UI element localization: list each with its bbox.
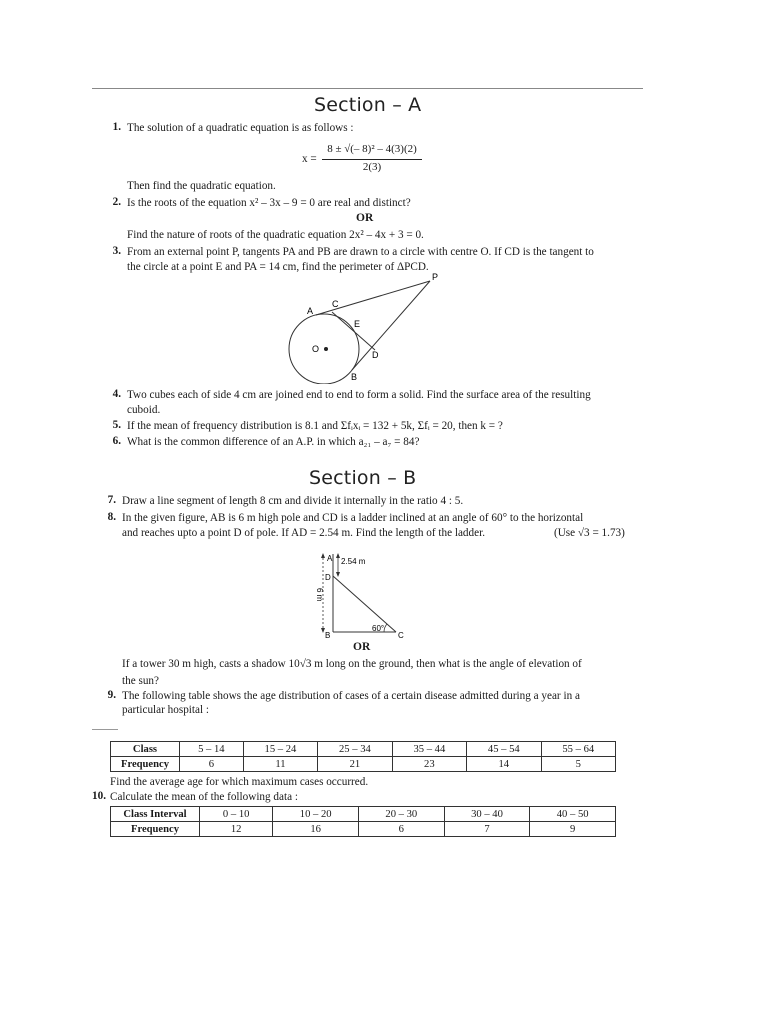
q1-then: Then find the quadratic equation. (127, 180, 276, 192)
ab-arrow-top (321, 553, 325, 558)
table-cell: 11 (243, 757, 317, 772)
table-cell: 40 – 50 (530, 807, 616, 822)
table-cell: 7 (444, 822, 530, 837)
q1-fraction-bar (322, 159, 422, 160)
label-o: O (312, 344, 320, 354)
table-row (111, 822, 616, 837)
label-ad-length: 2.54 m (341, 557, 366, 566)
q1-text: The solution of a quadratic equation is as follows : (127, 122, 354, 134)
section-a-title: Section – A (314, 94, 422, 116)
ad-arrow-top (336, 553, 340, 558)
table-cell: 5 – 14 (180, 742, 244, 757)
q9-line1: The following table shows the age distribution of cases of a certain disease admitted during a year in a (122, 690, 580, 702)
q9-number: 9. (107, 689, 116, 701)
table-cell: 9 (530, 822, 616, 837)
table-cell: 6 (358, 822, 444, 837)
tangent-pa (316, 281, 430, 315)
q2-or: OR (356, 212, 374, 224)
q9-line2: particular hospital : (122, 704, 209, 716)
q4-line1: Two cubes each of side 4 cm are joined end to end to form a solid. Find the surface area of the resulting (127, 389, 591, 401)
table-cell: 35 – 44 (392, 742, 466, 757)
q1-numerator: 8 ± √(– 8)² – 4(3)(2) (327, 143, 417, 155)
table-cell: Class (111, 742, 180, 757)
ladder-pole-figure (306, 546, 416, 642)
label-a2: A (327, 554, 333, 563)
ad-arrow-bottom (336, 572, 340, 577)
section-b-title: Section – B (309, 467, 417, 489)
label-angle: 60° (372, 624, 385, 633)
q5-number: 5. (112, 419, 121, 431)
q1-number: 1. (112, 121, 121, 133)
table-cell: 12 (200, 822, 273, 837)
label-c2: C (398, 631, 404, 640)
q8-alt-line2: the sun? (122, 675, 159, 687)
table-cell: 15 – 24 (243, 742, 317, 757)
table-cell: 21 (318, 757, 392, 772)
table-cell: 45 – 54 (467, 742, 541, 757)
q3-number: 3. (112, 245, 121, 257)
q2-alt: Find the nature of roots of the quadratic equation 2x² – 4x + 3 = 0. (127, 229, 424, 241)
q8-use-note: (Use √3 = 1.73) (554, 527, 625, 539)
table-row (111, 807, 616, 822)
q8-alt-line1: If a tower 30 m high, casts a shadow 10√3 m long on the ground, then what is the angle of elevation of (122, 658, 582, 670)
table-cell: Frequency (111, 822, 200, 837)
table-cell: 0 – 10 (200, 807, 273, 822)
table-cell: 23 (392, 757, 466, 772)
tangent-cd (332, 312, 375, 350)
table-cell: Frequency (111, 757, 180, 772)
label-d2: D (325, 573, 331, 582)
q1-lhs: x = (302, 153, 317, 165)
top-divider (92, 88, 643, 89)
q10-text: Calculate the mean of the following data : (110, 791, 298, 803)
class-interval-table (110, 806, 616, 837)
ladder-cd (333, 576, 396, 632)
label-e: E (354, 319, 361, 329)
q4-number: 4. (112, 388, 121, 400)
q3-line1: From an external point P, tangents PA and PB are drawn to a circle with centre O. If CD is the tangent to (127, 246, 594, 258)
table-cell: 6 (180, 757, 244, 772)
angle-arc (384, 624, 387, 632)
table-cell: 20 – 30 (358, 807, 444, 822)
q8-number: 8. (107, 511, 116, 523)
label-c: C (332, 299, 339, 309)
table-row (111, 757, 616, 772)
q7-text: Draw a line segment of length 8 cm and divide it internally in the ratio 4 : 5. (122, 495, 464, 507)
q2-number: 2. (112, 196, 121, 208)
q4-line2: cuboid. (127, 404, 161, 416)
label-a: A (307, 306, 314, 316)
table-cell: 55 – 64 (541, 742, 615, 757)
q8-line1: In the given figure, AB is 6 m high pole and CD is a ladder inclined at an angle of 60° to the horizontal (122, 512, 584, 524)
q3-line2: the circle at a point E and PA = 14 cm, find the perimeter of ΔPCD. (127, 261, 429, 273)
table-row (111, 742, 616, 757)
q10-number: 10. (92, 790, 106, 802)
age-distribution-table (110, 741, 616, 772)
label-b: B (351, 372, 358, 382)
q8-or: OR (353, 641, 371, 653)
q6-number: 6. (112, 435, 121, 447)
table-cell: Class Interval (111, 807, 200, 822)
table-cell: 16 (273, 822, 359, 837)
q2-text: Is the roots of the equation x² – 3x – 9 = 0 are real and distinct? (127, 197, 411, 209)
q6-text: What is the common difference of an A.P. in which a₂₁ – a₇ = 84? (127, 436, 420, 448)
label-ab-length: 6 m (315, 588, 324, 602)
label-p: P (432, 272, 439, 282)
table-cell: 25 – 34 (318, 742, 392, 757)
q1-denominator: 2(3) (362, 161, 382, 173)
centre-dot (324, 347, 328, 351)
table-cell: 30 – 40 (444, 807, 530, 822)
table-cell: 10 – 20 (273, 807, 359, 822)
q7-number: 7. (107, 494, 116, 506)
label-d: D (372, 350, 379, 360)
label-b2: B (325, 631, 331, 640)
q8-line2: and reaches upto a point D of pole. If AD = 2.54 m. Find the length of the ladder. (122, 527, 485, 539)
margin-mark (92, 729, 118, 730)
table-cell: 14 (467, 757, 541, 772)
q5-text: If the mean of frequency distribution is 8.1 and Σfᵢxᵢ = 132 + 5k, Σfᵢ = 20, then k = ? (127, 420, 503, 432)
tangent-circle-figure (280, 272, 450, 384)
tangent-pb (352, 281, 430, 370)
table-cell: 5 (541, 757, 615, 772)
q9-after: Find the average age for which maximum cases occurred. (110, 776, 369, 788)
